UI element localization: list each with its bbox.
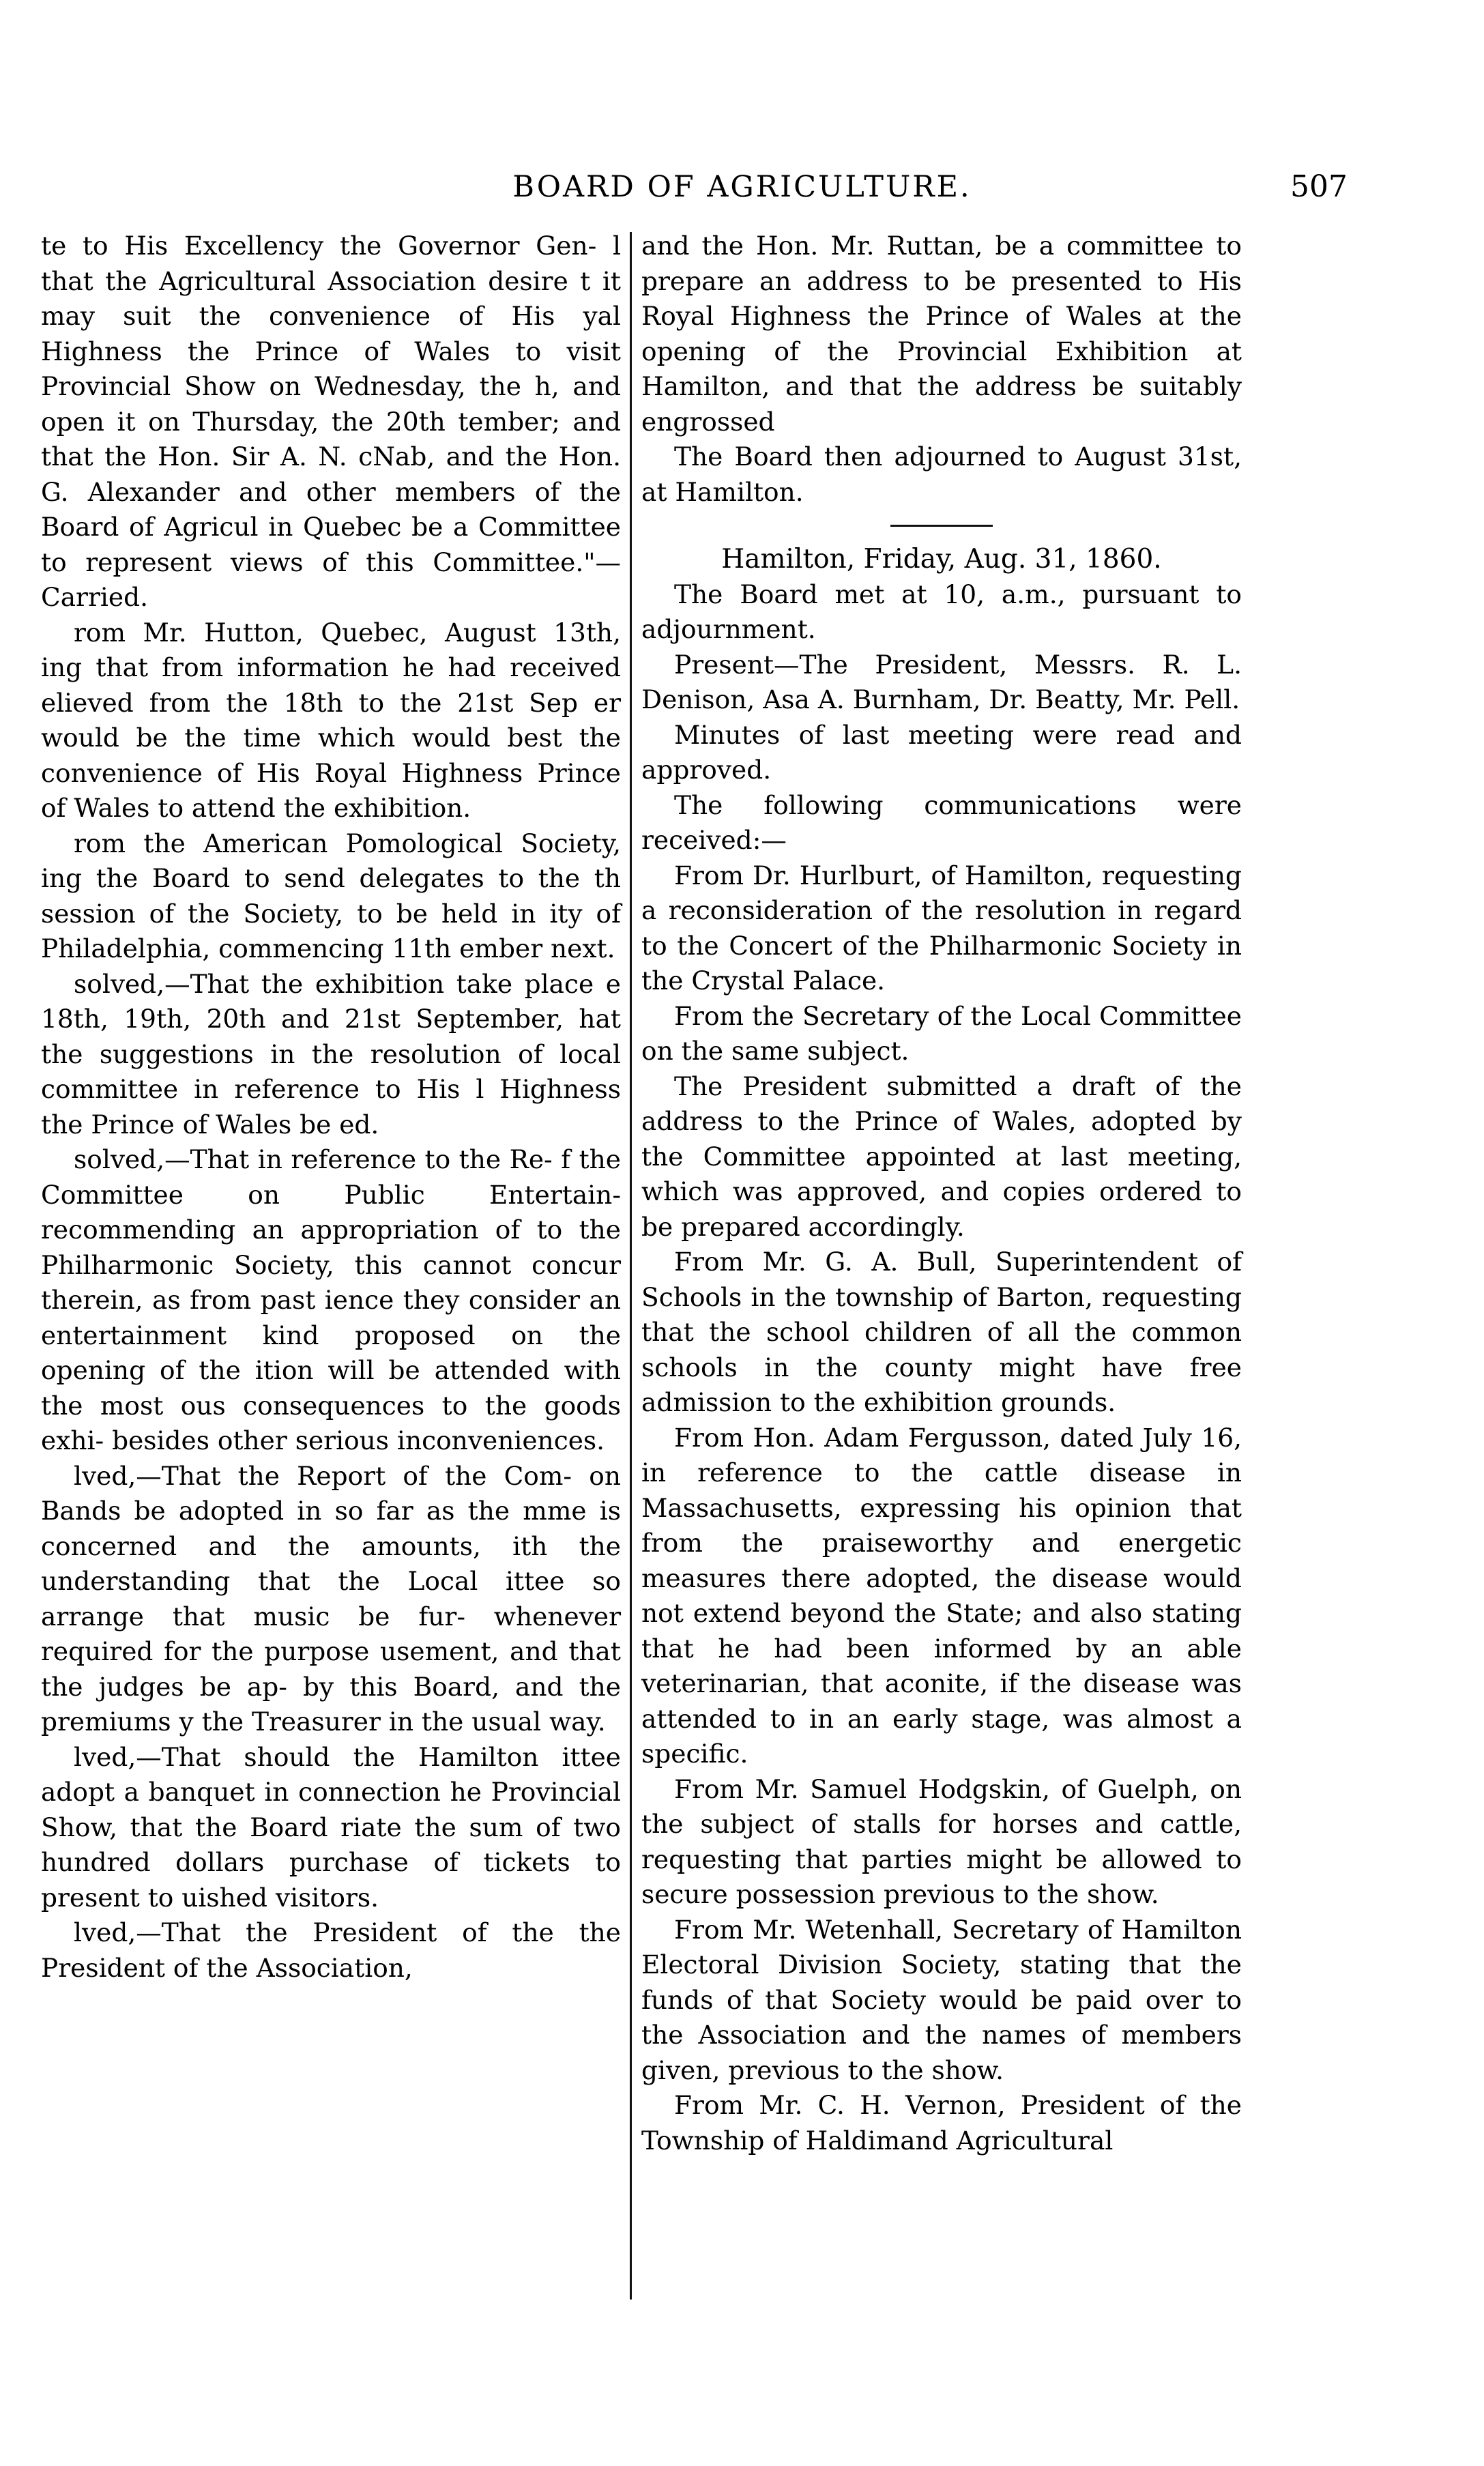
paragraph: solved,—That in reference to the Re- f the Committee on Public Entertain- recommending an appropriation of to the Philharmonic Society, this cannot concur therein, as from past ience they consider an entertainment kind proposed on the opening of the ition will be attended with the most ous consequences to the goods exhi- besides other serious inconveniences. [41,1144,621,1455]
paragraph: The Board then adjourned to August 31st, at Hamilton. [641,441,1242,507]
right-column [641,229,1242,2158]
paragraph: From Dr. Hurlburt, of Hamilton, requesting a reconsideration of the resolution in regard to the Concert of the Philharmonic Society in the Crystal Palace. [641,860,1242,996]
paragraph: From Mr. G. A. Bull, Superintendent of Schools in the township of Barton, requesting that the school children of all the common schools in the county might have free admission to the exhibition grounds. [641,1247,1242,1417]
page-number: 507 [1290,169,1348,204]
paragraph: The President submitted a draft of the address to the Prince of Wales, adopted by the Committee appointed at last meeting, which was approved, and copies ordered to be prepared accordingly. [641,1071,1242,1242]
paragraph: From Mr. Wetenhall, Secretary of Hamilton Electoral Division Society, stating that the funds of that Society would be paid over to the Association and the names of members given, previous to the show. [641,1914,1242,2085]
paragraph: lved,—That should the Hamilton ittee adopt a banquet in connection he Provincial Show, that the Board riate the sum of two hundred dollars purchase of tickets to present to uished visitors. [41,1741,621,1913]
left-column [41,229,621,1986]
running-head [0,166,1484,207]
paragraph: Minutes of last meeting were read and approved. [641,719,1242,785]
paragraph: From Hon. Adam Fergusson, dated July 16, in reference to the cattle disease in Massachusetts, expressing his opinion that from the praiseworthy and energetic measures there adopted, the disease would not extend beyond the State; and also stating that he had been informed by an able veterinarian, that aconite, if the disease was attended to in an early stage, was almost a specific. [641,1422,1242,1769]
paragraph: lved,—That the President of the the President of the Association, [41,1917,621,1983]
paragraph: The Board met at 10, a.m., pursuant to adjournment. [641,579,1242,644]
section-divider [890,525,993,527]
paragraph: From Mr. Samuel Hodgskin, of Guelph, on the subject of stalls for horses and cattle, requesting that parties might be allowed to secure possession previous to the show. [641,1773,1242,1909]
paragraph: The following communications were received:— [641,789,1242,855]
paragraph: From the Secretary of the Local Committee on the same subject. [641,1000,1242,1066]
paragraph: From Mr. C. H. Vernon, President of the Township of Haldimand Agricultural [641,2090,1242,2156]
page-header-title: BOARD OF AGRICULTURE. [512,170,972,204]
paragraph: Present—The President, Messrs. R. L. Denison, Asa A. Burnham, Dr. Beatty, Mr. Pell. [641,649,1242,714]
paragraph: and the Hon. Mr. Ruttan, be a committee to prepare an address to be presented to His Royal Highness the Prince of Wales at the opening of the Provincial Exhibition at Hamilton, and that the address be suitably engrossed [641,231,1242,437]
paragraph: rom Mr. Hutton, Quebec, August 13th, ing that from information he had received elieved from the 18th to the 21st Sep er would be the time which would best the convenience of His Royal Highness Prince of Wales to attend the exhibition. [41,617,621,823]
paragraph: lved,—That the Report of the Com- on Bands be adopted in so far as the mme is concerned and the amounts, ith the understanding that the Local ittee so arrange that music be fur- whenever required for the purpose usement, and that the judges be ap- by this Board, and the premiums y the Treasurer in the usual way. [41,1460,621,1737]
dateline: Hamilton, Friday, Aug. 31, 1860. [721,544,1162,575]
column-rule [630,232,632,2300]
paragraph: rom the American Pomological Society, ing the Board to send delegates to the th session of the Society, to be held in ity of Philadelphia, commencing 11th ember next. [41,828,621,963]
paragraph: solved,—That the exhibition take place e 18th, 19th, 20th and 21st September, hat the suggestions in the resolution of local committee in reference to His l Highness the Prince of Wales be ed. [41,968,621,1140]
paragraph: te to His Excellency the Governor Gen- l that the Agricultural Association desire t it may suit the convenience of His yal Highness the Prince of Wales to visit Provincial Show on Wednesday, the h, and open it on Thursday, the 20th tember; and that the Hon. Sir A. N. cNab, and the Hon. G. Alexander and other members of the Board of Agricul in Quebec be a Committee to represent views of this Committee."—Carried. [41,231,621,612]
